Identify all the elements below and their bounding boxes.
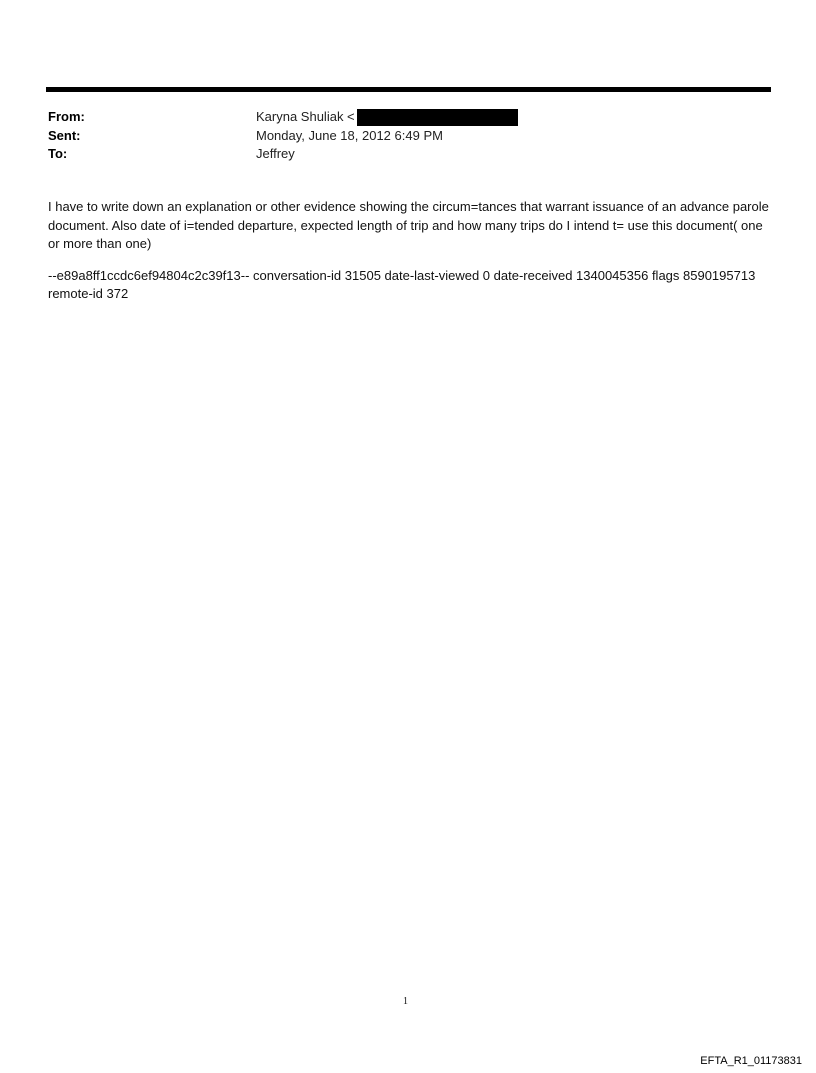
from-row xyxy=(48,108,768,127)
body-metadata-paragraph: --e89a8ff1ccdc6ef94804c2c39f13-- conversation-id 31505 date-last-viewed 0 date-received 1340045356 flags 8590195713 remote-id 372 xyxy=(48,267,756,301)
from-sender-name: Karyna Shuliak < xyxy=(256,109,355,124)
from-label: From: xyxy=(48,109,85,124)
from-value xyxy=(256,108,518,127)
redaction-bar xyxy=(357,109,518,126)
header-divider xyxy=(46,87,771,92)
to-row xyxy=(48,145,768,164)
sent-row xyxy=(48,127,768,146)
to-value: Jeffrey xyxy=(256,146,295,161)
sent-value: Monday, June 18, 2012 6:49 PM xyxy=(256,127,443,143)
document-id: EFTA_R1_01173831 xyxy=(700,1055,802,1067)
sent-label: Sent: xyxy=(48,127,81,143)
email-body xyxy=(48,198,770,304)
email-header xyxy=(48,108,768,164)
body-paragraph: I have to write down an explanation or other evidence showing the circum=tances that warrant issuance of an advance parole document. Also date of i=tended departure, expected length of trip and how many trips do I intend t= use this document( one or more than one) xyxy=(48,199,769,251)
to-label: To: xyxy=(48,146,68,161)
page-number: 1 xyxy=(403,996,408,1007)
